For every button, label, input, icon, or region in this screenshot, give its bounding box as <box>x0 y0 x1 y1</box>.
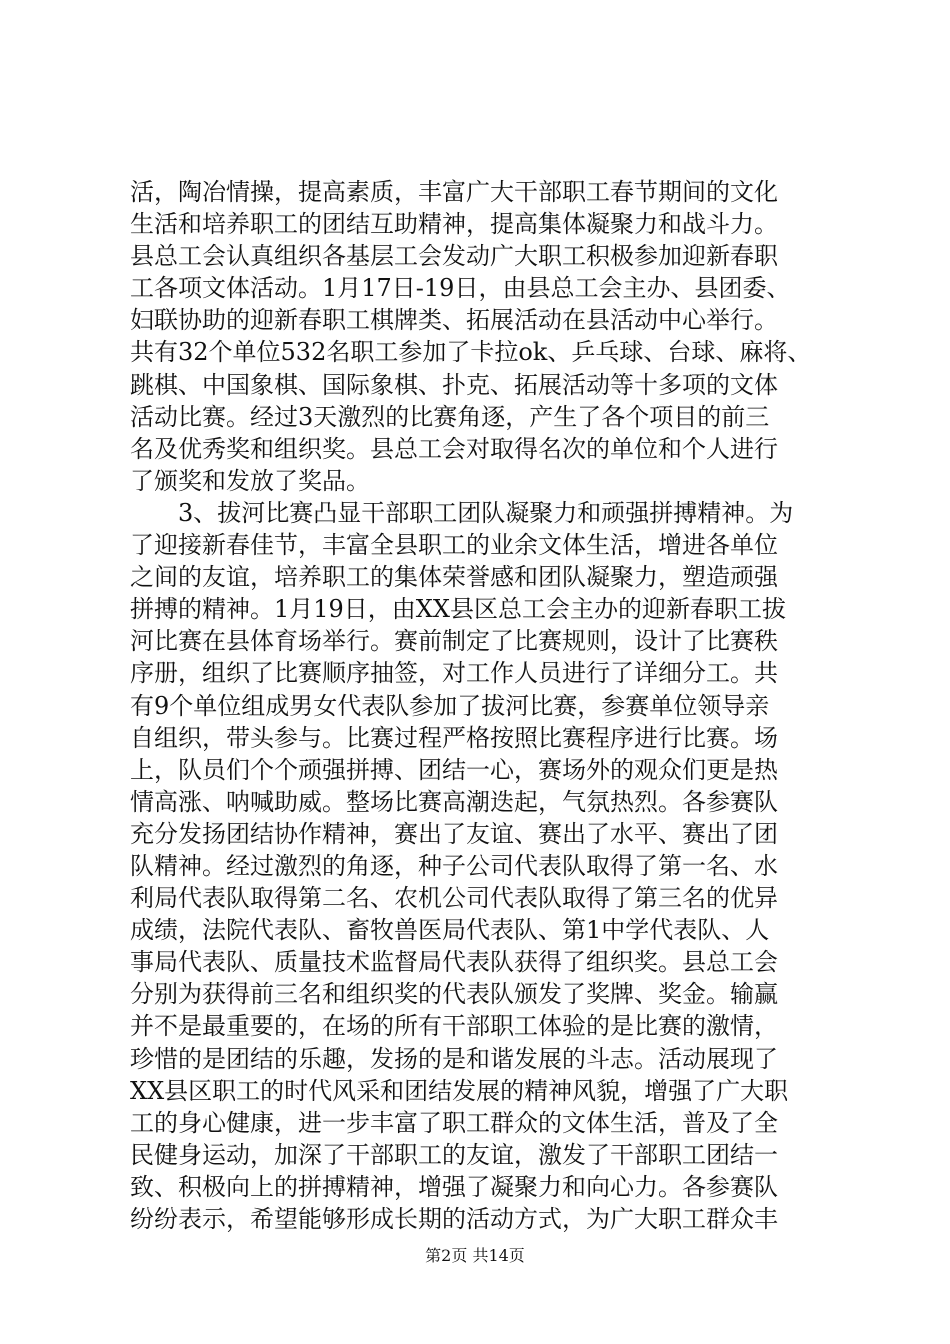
paragraph-start-line: 3、拔河比赛凸显干部职工团队凝聚力和顽强拼搏精神。为 <box>130 498 794 527</box>
text-line: 生活和培养职工的团结互助精神，提高集体凝聚力和战斗力。 <box>130 210 778 239</box>
text-line: 妇联协助的迎新春职工棋牌类、拓展活动在县活动中心举行。 <box>130 306 778 335</box>
text-line: 工各项文体活动。1月17日-19日，由县总工会主办、县团委、 <box>130 274 791 303</box>
text-line: 了迎接新春佳节，丰富全县职工的业余文体生活，增进各单位 <box>130 531 778 560</box>
text-line: 活动比赛。经过3天激烈的比赛角逐，产生了各个项目的前三 <box>130 402 770 431</box>
text-line: 珍惜的是团结的乐趣，发扬的是和谐发展的斗志。活动展现了 <box>130 1044 778 1073</box>
text-line: 有9个单位组成男女代表队参加了拔河比赛，参赛单位领导亲 <box>130 691 770 720</box>
text-line: 成绩，法院代表队、畜牧兽医局代表队、第1中学代表队、人 <box>130 916 770 945</box>
text-line: 充分发扬团结协作精神，赛出了友谊、赛出了水平、赛出了团 <box>130 819 778 848</box>
text-line: 民健身运动，加深了干部职工的友谊，激发了干部职工团结一 <box>130 1140 778 1169</box>
text-line: 河比赛在县体育场举行。赛前制定了比赛规则，设计了比赛秩 <box>130 627 778 656</box>
text-line: 事局代表队、质量技术监督局代表队获得了组织奖。县总工会 <box>130 948 778 977</box>
text-line: 序册，组织了比赛顺序抽签，对工作人员进行了详细分工。共 <box>130 659 778 688</box>
text-line: 队精神。经过激烈的角逐，种子公司代表队取得了第一名、水 <box>130 851 778 880</box>
text-line: 利局代表队取得第二名、农机公司代表队取得了第三名的优异 <box>130 884 778 913</box>
text-line: 自组织，带头参与。比赛过程严格按照比赛程序进行比赛。场 <box>130 723 778 752</box>
text-line: 拼搏的精神。1月19日，由XX县区总工会主办的迎新春职工拔 <box>130 595 786 624</box>
text-line: 县总工会认真组织各基层工会发动广大职工积极参加迎新春职 <box>130 242 778 271</box>
text-line: 共有32个单位532名职工参加了卡拉ok、乒乓球、台球、麻将、 <box>130 338 812 367</box>
text-line: 纷纷表示，希望能够形成长期的活动方式，为广大职工群众丰 <box>130 1205 778 1233</box>
text-line: 跳棋、中国象棋、国际象棋、扑克、拓展活动等十多项的文体 <box>130 370 778 399</box>
text-line: 名及优秀奖和组织奖。县总工会对取得名次的单位和个人进行 <box>130 434 778 463</box>
text-line: 上，队员们个个顽强拼搏、团结一心，赛场外的观众们更是热 <box>130 755 778 784</box>
text-line: XX县区职工的时代风采和团结发展的精神风貌，增强了广大职 <box>130 1076 789 1105</box>
page-number-footer: 第2页 共14页 <box>425 1246 525 1265</box>
text-line: 情高涨、呐喊助威。整场比赛高潮迭起，气氛热烈。各参赛队 <box>130 787 778 816</box>
text-line: 活，陶冶情操，提高素质，丰富广大干部职工春节期间的文化 <box>130 178 778 206</box>
text-line: 了颁奖和发放了奖品。 <box>130 466 370 495</box>
text-line: 致、积极向上的拼搏精神，增强了凝聚力和向心力。各参赛队 <box>130 1172 778 1201</box>
body-text <box>130 176 830 1235</box>
text-line: 并不是最重要的，在场的所有干部职工体验的是比赛的激情， <box>130 1012 778 1041</box>
text-line: 分别为获得前三名和组织奖的代表队颁发了奖牌、奖金。输赢 <box>130 980 778 1009</box>
text-line: 之间的友谊，培养职工的集体荣誉感和团队凝聚力，塑造顽强 <box>130 563 778 592</box>
text-line: 工的身心健康，进一步丰富了职工群众的文体生活，普及了全 <box>130 1108 778 1137</box>
